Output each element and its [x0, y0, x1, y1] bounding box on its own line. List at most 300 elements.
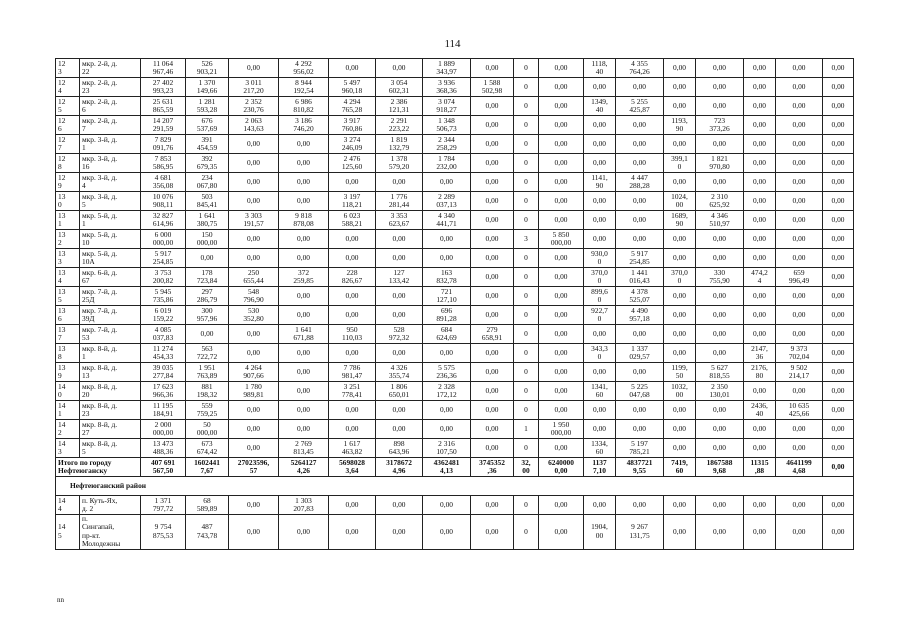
- table-cell: 0,00: [744, 306, 776, 325]
- table-cell: 0,00: [423, 173, 471, 192]
- table-cell: 0,00: [279, 382, 329, 401]
- table-cell: 723 373,26: [696, 116, 744, 135]
- table-cell: 0,00: [423, 515, 471, 550]
- total-row: [56, 458, 854, 477]
- table-cell: 0,00: [744, 287, 776, 306]
- table-cell: 0,00: [584, 192, 616, 211]
- table-cell: 0,00: [539, 116, 584, 135]
- table-row: [56, 78, 854, 97]
- total-cell: 32, 00: [514, 458, 539, 477]
- table-cell: 0,00: [776, 306, 823, 325]
- total-cell: 1137 7,10: [584, 458, 616, 477]
- table-cell: 39 035 277,84: [141, 363, 186, 382]
- table-cell: 14 5: [56, 515, 80, 550]
- table-cell: мкр. 5-й, д. 10: [80, 230, 141, 249]
- table-cell: 0,00: [539, 382, 584, 401]
- table-cell: 0,00: [539, 135, 584, 154]
- table-cell: 0,00: [584, 211, 616, 230]
- table-cell: п. Куть-Ях, д. 2: [80, 496, 141, 515]
- table-cell: 5 627 818,55: [696, 363, 744, 382]
- table-cell: 0,00: [329, 230, 376, 249]
- table-cell: 0,00: [616, 78, 664, 97]
- table-cell: 297 286,79: [186, 287, 229, 306]
- table-cell: 1341, 60: [584, 382, 616, 401]
- table-row: [56, 401, 854, 420]
- table-cell: 0,00: [696, 344, 744, 363]
- table-cell: 1 776 281,44: [376, 192, 423, 211]
- table-cell: 13 9: [56, 363, 80, 382]
- table-cell: 0,00: [744, 515, 776, 550]
- table-row: [56, 135, 854, 154]
- table-cell: 0,00: [584, 363, 616, 382]
- table-cell: 0,00: [539, 211, 584, 230]
- table-cell: 0,00: [664, 59, 696, 78]
- table-cell: 0,00: [744, 420, 776, 439]
- table-cell: 370,0 0: [584, 268, 616, 287]
- table-cell: 1 337 029,57: [616, 344, 664, 363]
- table-cell: 14 2: [56, 420, 80, 439]
- table-cell: 0,00: [471, 382, 514, 401]
- total-cell: 3745352 ,36: [471, 458, 514, 477]
- table-cell: 1334, 60: [584, 439, 616, 458]
- table-cell: 0,00: [744, 439, 776, 458]
- table-cell: 0,00: [329, 287, 376, 306]
- table-cell: 0,00: [823, 401, 854, 420]
- table-cell: 12 9: [56, 173, 80, 192]
- table-cell: 2 291 223,22: [376, 116, 423, 135]
- table-cell: 2 063 143,63: [229, 116, 279, 135]
- table-cell: 0,00: [664, 325, 696, 344]
- table-cell: 881 198,32: [186, 382, 229, 401]
- table-cell: 0,00: [823, 268, 854, 287]
- table-cell: 343,3 0: [584, 344, 616, 363]
- table-cell: 14 207 291,59: [141, 116, 186, 135]
- total-cell: 4641199 4,68: [776, 458, 823, 477]
- table-cell: 0,00: [376, 306, 423, 325]
- table-cell: 0,00: [229, 420, 279, 439]
- table-cell: 0,00: [539, 363, 584, 382]
- table-cell: 1199, 50: [664, 363, 696, 382]
- table-row: [56, 116, 854, 135]
- table-cell: 1 378 579,20: [376, 154, 423, 173]
- table-cell: 0,00: [471, 420, 514, 439]
- table-cell: 0,00: [664, 78, 696, 97]
- table-cell: 9 373 702,04: [776, 344, 823, 363]
- table-cell: 0,00: [279, 420, 329, 439]
- table-row: [56, 363, 854, 382]
- table-cell: 0,00: [279, 363, 329, 382]
- table-cell: мкр. 8-й, д. 27: [80, 420, 141, 439]
- table-cell: 0: [514, 135, 539, 154]
- table-cell: 0,00: [423, 496, 471, 515]
- table-cell: 1 617 463,82: [329, 439, 376, 458]
- table-cell: 68 589,89: [186, 496, 229, 515]
- table-cell: 1 281 593,28: [186, 97, 229, 116]
- table-cell: 0,00: [423, 249, 471, 268]
- table-cell: 0,00: [823, 154, 854, 173]
- table-cell: 3 251 778,41: [329, 382, 376, 401]
- table-cell: 659 996,49: [776, 268, 823, 287]
- table-cell: мкр. 5-й, д. 10А: [80, 249, 141, 268]
- table-row: [56, 97, 854, 116]
- table-cell: 0,00: [616, 230, 664, 249]
- table-cell: 12 4: [56, 78, 80, 97]
- table-cell: 0,00: [823, 496, 854, 515]
- table-row: [56, 515, 854, 550]
- table-cell: 0,00: [696, 287, 744, 306]
- total-cell: 7419, 60: [664, 458, 696, 477]
- table-cell: 392 679,35: [186, 154, 229, 173]
- table-cell: 0,00: [823, 382, 854, 401]
- table-cell: 9 754 875,53: [141, 515, 186, 550]
- table-cell: 0,00: [423, 344, 471, 363]
- table-cell: 0,00: [664, 515, 696, 550]
- table-cell: 0,00: [471, 515, 514, 550]
- table-cell: 0,00: [471, 496, 514, 515]
- table-cell: 0,00: [279, 135, 329, 154]
- table-cell: 0,00: [744, 325, 776, 344]
- table-cell: 1118, 40: [584, 59, 616, 78]
- table-cell: 503 845,41: [186, 192, 229, 211]
- table-cell: 0,00: [471, 249, 514, 268]
- table-cell: 0,00: [376, 515, 423, 550]
- table-cell: мкр. 8-й, д. 20: [80, 382, 141, 401]
- table-cell: 0,00: [776, 211, 823, 230]
- table-cell: 2 350 130,01: [696, 382, 744, 401]
- table-row: [56, 496, 854, 515]
- table-cell: 163 832,78: [423, 268, 471, 287]
- table-cell: 899,6 0: [584, 287, 616, 306]
- table-cell: 528 972,32: [376, 325, 423, 344]
- table-cell: 3 753 200,82: [141, 268, 186, 287]
- table-cell: 0,00: [616, 363, 664, 382]
- table-cell: 0,00: [229, 439, 279, 458]
- table-cell: 0,00: [229, 59, 279, 78]
- table-cell: 2 476 125,60: [329, 154, 376, 173]
- total-cell: 3178672 4,96: [376, 458, 423, 477]
- table-cell: 0,00: [664, 496, 696, 515]
- table-cell: 13 1: [56, 211, 80, 230]
- table-cell: 2 310 625,92: [696, 192, 744, 211]
- table-cell: 0: [514, 363, 539, 382]
- table-cell: 127 133,42: [376, 268, 423, 287]
- table-cell: 0,00: [279, 154, 329, 173]
- table-cell: 696 891,28: [423, 306, 471, 325]
- table-cell: 0,00: [584, 230, 616, 249]
- table-cell: 0,00: [823, 211, 854, 230]
- table-cell: 2 344 258,29: [423, 135, 471, 154]
- table-cell: 0,00: [776, 382, 823, 401]
- table-cell: 2436, 40: [744, 401, 776, 420]
- table-cell: 0,00: [376, 173, 423, 192]
- table-cell: 3 054 602,31: [376, 78, 423, 97]
- table-cell: 0,00: [376, 249, 423, 268]
- table-cell: 14 3: [56, 439, 80, 458]
- total-cell: 407 691 567,50: [141, 458, 186, 477]
- table-cell: 1: [514, 420, 539, 439]
- table-cell: 0,00: [376, 230, 423, 249]
- table-cell: 7 786 981,47: [329, 363, 376, 382]
- table-cell: мкр. 3-й, д. 16: [80, 154, 141, 173]
- table-cell: 0: [514, 306, 539, 325]
- table-cell: 0,00: [776, 154, 823, 173]
- table-cell: 0,00: [664, 344, 696, 363]
- table-cell: 0,00: [776, 439, 823, 458]
- table-cell: 1024, 00: [664, 192, 696, 211]
- table-row: [56, 211, 854, 230]
- table-cell: 0,00: [823, 287, 854, 306]
- table-cell: 0,00: [616, 154, 664, 173]
- table-cell: 0,00: [616, 401, 664, 420]
- table-cell: 2 769 813,45: [279, 439, 329, 458]
- table-cell: 0,00: [471, 230, 514, 249]
- table-cell: 279 658,91: [471, 325, 514, 344]
- table-cell: мкр. 3-й, д. 5: [80, 192, 141, 211]
- table-cell: 1193, 90: [664, 116, 696, 135]
- table-cell: 0,00: [664, 249, 696, 268]
- table-cell: 0,00: [823, 97, 854, 116]
- table-row: [56, 325, 854, 344]
- table-cell: 3: [514, 230, 539, 249]
- total-cell: 1867588 9,68: [696, 458, 744, 477]
- table-cell: 10 076 908,11: [141, 192, 186, 211]
- table-cell: 4 447 288,28: [616, 173, 664, 192]
- table-cell: 0,00: [744, 496, 776, 515]
- table-cell: 0,00: [823, 420, 854, 439]
- table-cell: 4 490 957,18: [616, 306, 664, 325]
- table-cell: 0: [514, 78, 539, 97]
- table-cell: 0,00: [823, 78, 854, 97]
- table-cell: 0,00: [696, 401, 744, 420]
- table-cell: 12 6: [56, 116, 80, 135]
- table-cell: 250 655,44: [229, 268, 279, 287]
- table-cell: 4 355 764,26: [616, 59, 664, 78]
- table-cell: 0,00: [539, 78, 584, 97]
- table-cell: 0,00: [279, 192, 329, 211]
- table-cell: 0,00: [616, 420, 664, 439]
- table-cell: 0,00: [744, 135, 776, 154]
- table-cell: 0: [514, 325, 539, 344]
- table-cell: 0,00: [584, 325, 616, 344]
- table-cell: мкр. 7-й, д. 53: [80, 325, 141, 344]
- total-cell: 6240000 0,00: [539, 458, 584, 477]
- table-row: [56, 382, 854, 401]
- table-cell: 0,00: [279, 401, 329, 420]
- total-cell: 11315 ,88: [744, 458, 776, 477]
- table-cell: 0,00: [696, 306, 744, 325]
- table-cell: 0,00: [376, 401, 423, 420]
- table-cell: 0,00: [329, 306, 376, 325]
- table-row: [56, 344, 854, 363]
- table-cell: 0,00: [376, 420, 423, 439]
- table-cell: 0: [514, 59, 539, 78]
- table-cell: мкр. 3-й, д. 1: [80, 135, 141, 154]
- table-cell: 0: [514, 496, 539, 515]
- table-cell: 14 1: [56, 401, 80, 420]
- table-cell: 0,00: [696, 173, 744, 192]
- table-cell: 0,00: [539, 173, 584, 192]
- table-cell: 0,00: [696, 439, 744, 458]
- table-cell: 6 000 000,00: [141, 230, 186, 249]
- table-cell: 0,00: [776, 420, 823, 439]
- table-cell: 0: [514, 173, 539, 192]
- table-cell: 559 759,25: [186, 401, 229, 420]
- table-cell: 5 497 960,18: [329, 78, 376, 97]
- table-cell: 1032, 00: [664, 382, 696, 401]
- table-cell: 13 3: [56, 249, 80, 268]
- table-cell: 0,00: [696, 78, 744, 97]
- table-cell: 2 386 121,31: [376, 97, 423, 116]
- table-cell: 0,00: [329, 173, 376, 192]
- table-cell: 0,00: [329, 420, 376, 439]
- table-cell: 13 4: [56, 268, 80, 287]
- table-cell: 2176, 80: [744, 363, 776, 382]
- table-cell: 0,00: [776, 135, 823, 154]
- table-cell: мкр. 7-й, д. 39Д: [80, 306, 141, 325]
- table-row: [56, 420, 854, 439]
- table-cell: 0,00: [471, 268, 514, 287]
- table-cell: 0: [514, 439, 539, 458]
- table-cell: 0,00: [776, 116, 823, 135]
- table-cell: 1 641 671,88: [279, 325, 329, 344]
- table-cell: 0,00: [776, 192, 823, 211]
- table-cell: 0,00: [744, 249, 776, 268]
- table-cell: 0,00: [616, 192, 664, 211]
- table-cell: 0,00: [471, 287, 514, 306]
- table-cell: 12 3: [56, 59, 80, 78]
- table-cell: 0,00: [744, 192, 776, 211]
- section-header-row: [56, 477, 854, 496]
- table-cell: 0,00: [744, 116, 776, 135]
- table-cell: 0: [514, 249, 539, 268]
- table-cell: 0,00: [776, 59, 823, 78]
- total-cell: 5264127 4,26: [279, 458, 329, 477]
- table-cell: 4 264 907,66: [229, 363, 279, 382]
- table-cell: мкр. 8-й, д. 23: [80, 401, 141, 420]
- table-cell: 0,00: [329, 249, 376, 268]
- table-cell: 2 328 172,12: [423, 382, 471, 401]
- table-cell: 0,00: [329, 59, 376, 78]
- table-cell: 922,7 0: [584, 306, 616, 325]
- table-cell: 0,00: [539, 344, 584, 363]
- table-cell: 0,00: [471, 116, 514, 135]
- table-cell: 673 674,42: [186, 439, 229, 458]
- table-cell: 391 454,59: [186, 135, 229, 154]
- total-row-label: Итого по городу Нефтеюганску: [56, 458, 141, 477]
- page-number: 114: [444, 38, 461, 50]
- table-cell: 0,00: [823, 363, 854, 382]
- table-cell: 0,00: [744, 173, 776, 192]
- table-cell: 0,00: [696, 249, 744, 268]
- table-cell: 1 371 797,72: [141, 496, 186, 515]
- table-cell: 5 917 254,85: [141, 249, 186, 268]
- table-cell: 0: [514, 401, 539, 420]
- table-cell: 898 643,96: [376, 439, 423, 458]
- table-cell: 13 2: [56, 230, 80, 249]
- data-table: [55, 58, 854, 550]
- table-cell: 5 225 047,68: [616, 382, 664, 401]
- table-cell: 4 681 356,08: [141, 173, 186, 192]
- table-cell: 0,00: [664, 439, 696, 458]
- table-cell: 6 986 810,82: [279, 97, 329, 116]
- table-cell: 1349, 40: [584, 97, 616, 116]
- table-cell: 0,00: [471, 135, 514, 154]
- table-cell: 0,00: [229, 401, 279, 420]
- table-cell: 0,00: [471, 173, 514, 192]
- table-cell: 7 853 586,95: [141, 154, 186, 173]
- table-row: [56, 287, 854, 306]
- table-cell: 12 8: [56, 154, 80, 173]
- table-cell: 5 945 735,86: [141, 287, 186, 306]
- table-cell: 0: [514, 287, 539, 306]
- table-cell: 3 074 918,27: [423, 97, 471, 116]
- table-cell: 526 903,21: [186, 59, 229, 78]
- table-cell: 0,00: [584, 78, 616, 97]
- table-cell: 3 353 623,67: [376, 211, 423, 230]
- table-row: [56, 230, 854, 249]
- table-cell: 950 110,03: [329, 325, 376, 344]
- table-cell: 0,00: [696, 515, 744, 550]
- table-cell: 3 186 746,20: [279, 116, 329, 135]
- table-cell: 0,00: [664, 306, 696, 325]
- table-cell: 0,00: [616, 116, 664, 135]
- total-cell: 1602441 7,67: [186, 458, 229, 477]
- section-title: Нефтеюганский район: [56, 477, 854, 496]
- table-cell: 1 348 506,73: [423, 116, 471, 135]
- table-cell: мкр. 2-й, д. 7: [80, 116, 141, 135]
- table-cell: 0,00: [823, 515, 854, 550]
- table-cell: 13 7: [56, 325, 80, 344]
- table-cell: 0,00: [229, 249, 279, 268]
- table-cell: 0,00: [279, 230, 329, 249]
- table-cell: 27 402 993,23: [141, 78, 186, 97]
- table-cell: 13 473 488,36: [141, 439, 186, 458]
- table-cell: 1689, 90: [664, 211, 696, 230]
- table-row: [56, 249, 854, 268]
- table-cell: 0,00: [471, 59, 514, 78]
- table-cell: 372 259,85: [279, 268, 329, 287]
- table-cell: 9 818 878,08: [279, 211, 329, 230]
- table-cell: 9 502 214,17: [776, 363, 823, 382]
- table-cell: 0,00: [229, 192, 279, 211]
- total-cell: 27023596, 57: [229, 458, 279, 477]
- table-cell: 4 294 765,28: [329, 97, 376, 116]
- table-cell: 4 346 510,97: [696, 211, 744, 230]
- table-cell: 6 023 588,21: [329, 211, 376, 230]
- table-cell: 0,00: [376, 287, 423, 306]
- table-cell: 3 303 191,57: [229, 211, 279, 230]
- table-cell: 4 340 441,71: [423, 211, 471, 230]
- table-cell: 0,00: [376, 344, 423, 363]
- table-cell: 13 5: [56, 287, 80, 306]
- table-cell: 0,00: [279, 249, 329, 268]
- table-cell: 0,00: [186, 249, 229, 268]
- table-cell: 0: [514, 382, 539, 401]
- table-row: [56, 192, 854, 211]
- table-cell: 0,00: [823, 59, 854, 78]
- table-cell: 0,00: [376, 59, 423, 78]
- table-cell: мкр. 5-й, д. 1: [80, 211, 141, 230]
- table-cell: 0,00: [279, 306, 329, 325]
- table-cell: п. Сингапай, пр-кт. Молодежны: [80, 515, 141, 550]
- table-cell: 13 8: [56, 344, 80, 363]
- table-cell: 530 352,80: [229, 306, 279, 325]
- table-cell: 0,00: [616, 325, 664, 344]
- table-cell: 0,00: [664, 420, 696, 439]
- table-cell: 0,00: [279, 173, 329, 192]
- table-row: [56, 439, 854, 458]
- table-cell: мкр. 8-й, д. 13: [80, 363, 141, 382]
